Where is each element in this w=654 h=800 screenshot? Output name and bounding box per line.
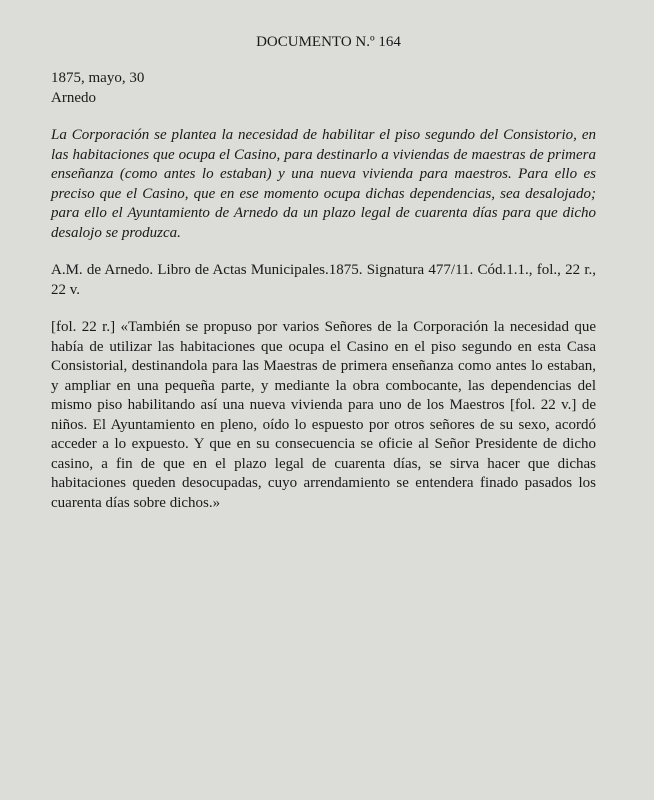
document-summary: La Corporación se plantea la necesidad de habilitar el piso segundo del Consistorio, en las habitaciones que ocupa el Casino, para destinarlo a viviendas de maestras de primera enseñanza (como antes lo estaban) y una nueva vivienda para maestros. Para ello es preciso que el Casino, que en ese momento ocupa dichas dependencias, sea desalojado; para ello el Ayuntamiento de Arnedo da un plazo legal de cuarenta días para que dicho desalojo se produzca.: [51, 127, 596, 241]
document-date: 1875, mayo, 30: [51, 70, 145, 86]
document-title: DOCUMENTO N.º 164: [256, 34, 401, 50]
document-header: [51, 68, 596, 108]
document-transcription: [fol. 22 r.] «También se propuso por varios Señores de la Corporación la necesidad que había de utilizar las habitaciones que ocupa el Casino en el piso segundo en esta Casa Consistorial, destinandola para las Maestras de primera enseñanza como antes lo estaban, y ampliar en una pequeña parte, y mediante la obra combocante, las dependencias del mismo piso habilitando así una nueva vivienda para uno de los Maestros [fol. 22 v.] de niños. El Ayuntamiento en pleno, oído lo espuesto por otros señores de su sexo, acordó acceder a lo expuesto. Y que en su consecuencia se oficie al Señor Presidente de dicho casino, a fin de que en el plazo legal de cuarenta días, se sirva hacer que dichas habitaciones queden desocupadas, cuyo arrendamiento se entendera finado pasados los cuarenta días sobre dichos.»: [51, 319, 596, 511]
document-page: [51, 32, 596, 513]
document-place: Arnedo: [51, 90, 96, 106]
document-source: A.M. de Arnedo. Libro de Actas Municipales.1875. Signatura 477/11. Cód.1.1., fol., 22 r., 22 v.: [51, 262, 596, 298]
